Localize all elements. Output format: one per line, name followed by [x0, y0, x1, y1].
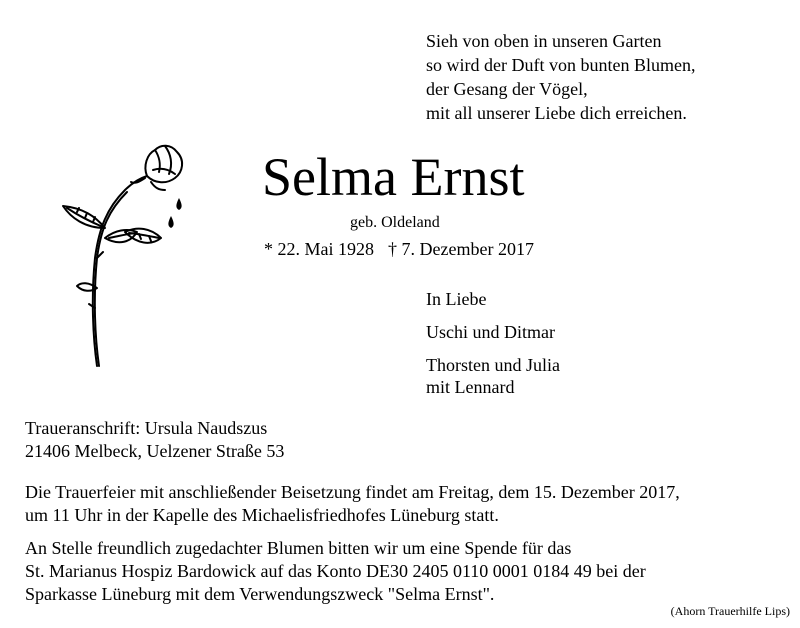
mourner-group — [426, 354, 560, 398]
mourners-intro: In Liebe — [426, 289, 487, 309]
donation-line: Sparkasse Lüneburg mit dem Verwendungszweck "Selma Ernst". — [25, 584, 495, 604]
condolence-address — [25, 417, 284, 463]
deceased-name: Selma Ernst — [262, 147, 525, 207]
mourner-group-line: mit Lennard — [426, 377, 515, 397]
funeral-line: Die Trauerfeier mit anschließender Beisetzung findet am Freitag, dem 15. Dezember 2017, — [25, 482, 680, 502]
mourners — [426, 288, 560, 398]
maiden-name: geb. Oldeland — [350, 214, 440, 231]
address-line: 21406 Melbeck, Uelzener Straße 53 — [25, 441, 285, 461]
mourner-group: Uschi und Ditmar — [426, 322, 555, 342]
donation-line: An Stelle freundlich zugedachter Blumen bitten wir um eine Spende für das — [25, 538, 572, 558]
poem-line: der Gesang der Vögel, — [426, 79, 588, 99]
funeral-home-credit: (Ahorn Trauerhilfe Lips) — [670, 604, 790, 618]
address-line: Traueranschrift: Ursula Naudszus — [25, 418, 268, 438]
poem — [426, 29, 786, 125]
death-date: † 7. Dezember 2017 — [388, 239, 534, 259]
donation-notice — [25, 537, 785, 606]
funeral-line: um 11 Uhr in der Kapelle des Michaelisfriedhofes Lüneburg statt. — [25, 505, 499, 525]
birth-date: * 22. Mai 1928 — [264, 239, 374, 259]
poem-line: Sieh von oben in unseren Garten — [426, 31, 662, 51]
funeral-notice — [25, 481, 785, 527]
poem-line: mit all unserer Liebe dich erreichen. — [426, 103, 687, 123]
mourner-group-line: Thorsten und Julia — [426, 355, 560, 375]
life-dates — [264, 238, 534, 260]
poem-line: so wird der Duft von bunten Blumen, — [426, 55, 696, 75]
donation-line: St. Marianus Hospiz Bardowick auf das Konto DE30 2405 0110 0001 0184 49 bei der — [25, 561, 646, 581]
rose-with-teardrops-icon — [55, 138, 195, 378]
